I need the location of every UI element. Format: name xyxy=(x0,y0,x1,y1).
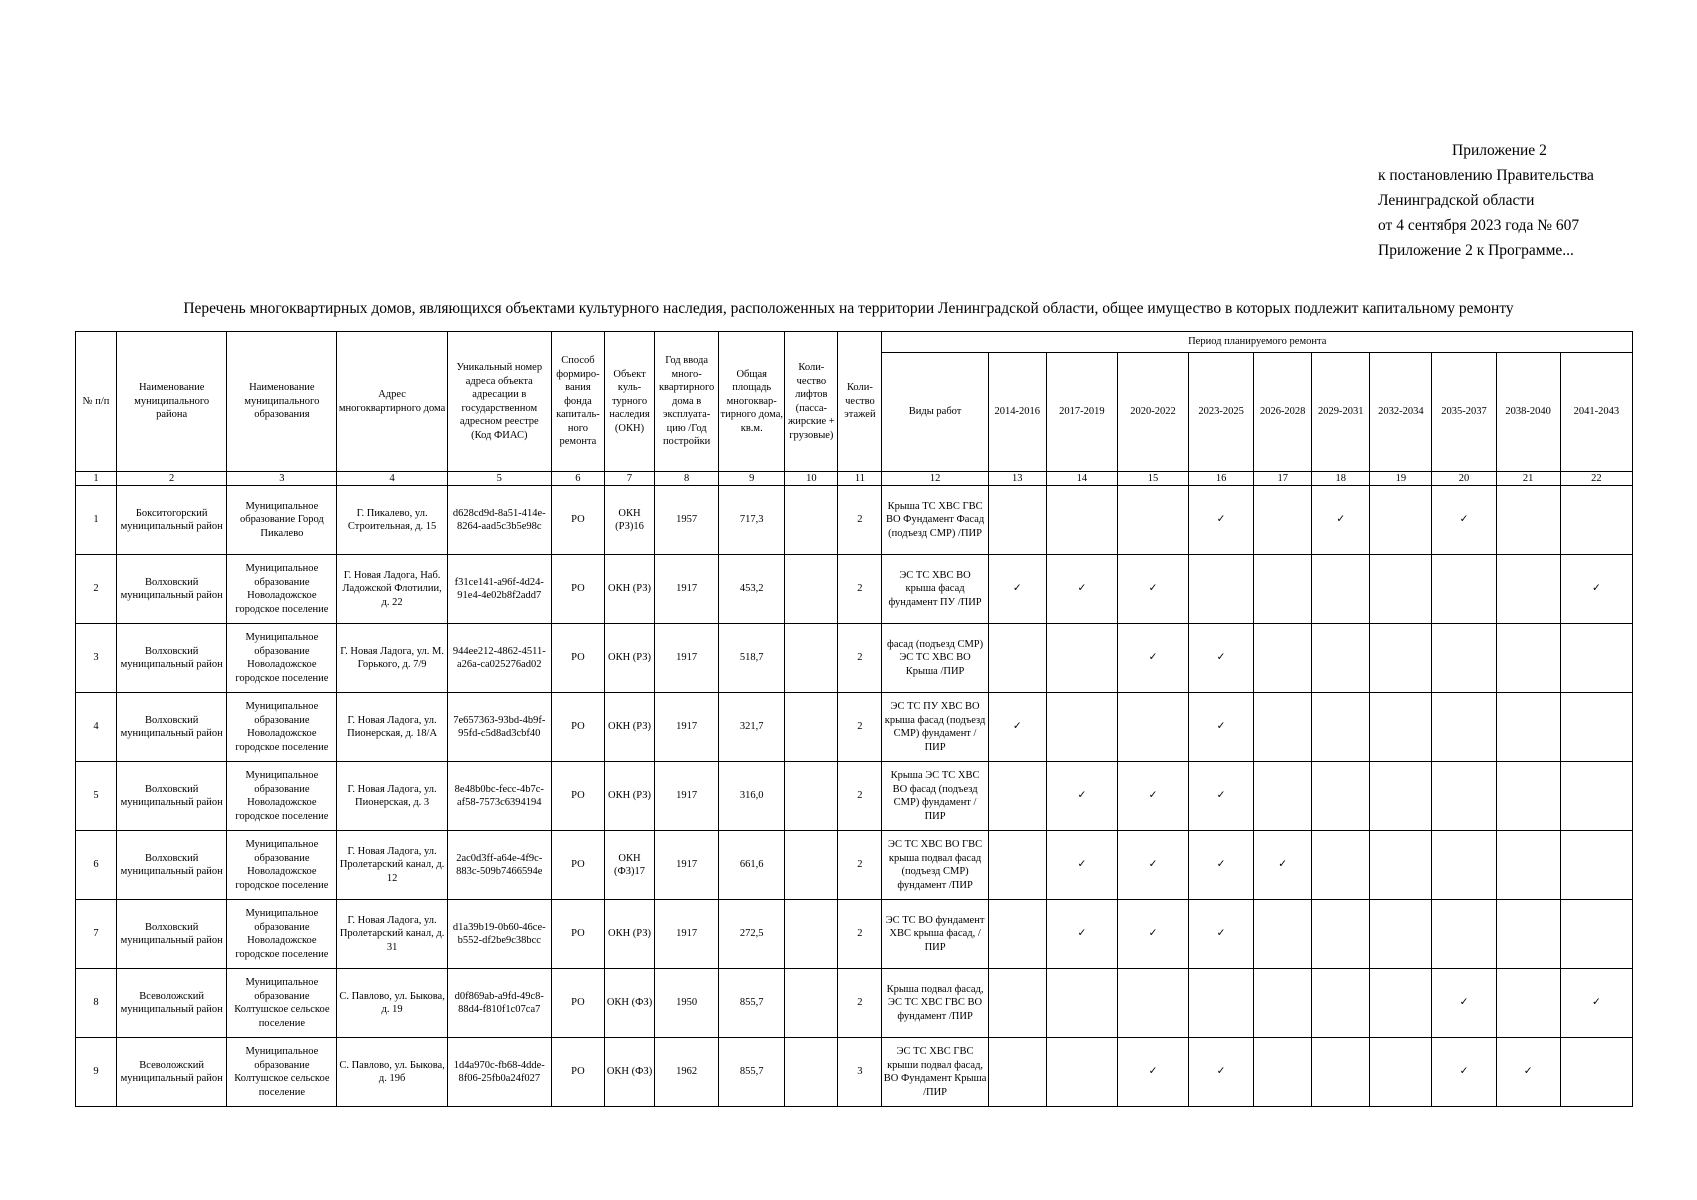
lifts-cell xyxy=(785,693,838,762)
period-2020-2022: 2020-2022 xyxy=(1117,353,1188,472)
appendix-line: Приложение 2 xyxy=(1452,142,1547,159)
row-number: 6 xyxy=(76,831,117,900)
address-cell: Г. Новая Ладога, Наб. Ладожской Флотилии, д. 22 xyxy=(337,555,447,624)
floors-cell: 2 xyxy=(838,624,882,693)
lifts-cell xyxy=(785,624,838,693)
row-number: 7 xyxy=(76,900,117,969)
column-number: 6 xyxy=(551,472,604,486)
table-row xyxy=(76,831,1633,900)
checkmark-icon: ✓ xyxy=(1459,514,1469,526)
period-header: Период планируемого ремонта xyxy=(882,332,1633,353)
table-row xyxy=(76,762,1633,831)
period-2017-2019: 2017-2019 xyxy=(1046,353,1117,472)
period-cell xyxy=(1432,900,1496,969)
row-number: 5 xyxy=(76,762,117,831)
row-number: 1 xyxy=(76,486,117,555)
area-cell: 661,6 xyxy=(719,831,785,900)
row-number: 9 xyxy=(76,1038,117,1107)
area-cell: 518,7 xyxy=(719,624,785,693)
column-number: 13 xyxy=(988,472,1046,486)
work-types-cell: Крыша подвал фасад, ЭС ТС ХВС ГВС ВО фундамент /ПИР xyxy=(882,969,988,1038)
period-cell xyxy=(1496,624,1560,693)
period-cell xyxy=(1189,693,1254,762)
period-cell xyxy=(1046,693,1117,762)
period-cell xyxy=(1117,1038,1188,1107)
period-cell xyxy=(1254,624,1312,693)
period-cell xyxy=(1560,555,1632,624)
fund-method-cell: РО xyxy=(551,762,604,831)
period-cell xyxy=(1496,762,1560,831)
floors-cell: 2 xyxy=(838,555,882,624)
checkmark-icon: ✓ xyxy=(1459,997,1469,1009)
fias-code-cell: 944ee212-4862-4511-a26a-ca025276ad02 xyxy=(447,624,551,693)
period-cell xyxy=(1560,624,1632,693)
period-cell xyxy=(1046,486,1117,555)
work-types-cell: фасад (подъезд СМР) ЭС ТС ХВС ВО Крыша /ПИР xyxy=(882,624,988,693)
checkmark-icon: ✓ xyxy=(1216,652,1226,664)
year-cell: 1917 xyxy=(655,762,719,831)
period-cell xyxy=(1117,624,1188,693)
column-number: 17 xyxy=(1254,472,1312,486)
period-cell xyxy=(1189,624,1254,693)
period-2032-2034: 2032-2034 xyxy=(1370,353,1432,472)
header-cell: Коли-чество этажей xyxy=(838,332,882,472)
floors-cell: 2 xyxy=(838,831,882,900)
address-cell: Г. Новая Ладога, ул. Пионерская, д. 18/А xyxy=(337,693,447,762)
appendix-line: Ленинградской области xyxy=(1378,192,1535,209)
period-cell xyxy=(1560,900,1632,969)
fias-code-cell: d628cd9d-8a51-414e-8264-aad5c3b5e98c xyxy=(447,486,551,555)
fund-method-cell: РО xyxy=(551,486,604,555)
period-cell xyxy=(1370,762,1432,831)
area-cell: 316,0 xyxy=(719,762,785,831)
period-cell xyxy=(1312,900,1370,969)
period-cell xyxy=(1312,624,1370,693)
area-cell: 855,7 xyxy=(719,1038,785,1107)
column-number: 5 xyxy=(447,472,551,486)
fund-method-cell: РО xyxy=(551,831,604,900)
period-cell xyxy=(1189,555,1254,624)
column-number: 11 xyxy=(838,472,882,486)
period-cell xyxy=(1496,555,1560,624)
row-number: 4 xyxy=(76,693,117,762)
period-cell xyxy=(1496,1038,1560,1107)
checkmark-icon: ✓ xyxy=(1148,790,1158,802)
period-cell xyxy=(1432,762,1496,831)
appendix-line: от 4 сентября 2023 года № 607 xyxy=(1378,217,1580,234)
period-cell xyxy=(988,555,1046,624)
year-cell: 1950 xyxy=(655,969,719,1038)
period-cell xyxy=(1117,693,1188,762)
period-cell xyxy=(1312,693,1370,762)
period-cell xyxy=(1312,555,1370,624)
municipality-cell: Муниципальное образование Новоладожское городское поселение xyxy=(227,555,337,624)
checkmark-icon: ✓ xyxy=(1012,721,1022,733)
fias-code-cell: 8e48b0bc-fecc-4b7c-af58-7573c6394194 xyxy=(447,762,551,831)
period-cell xyxy=(1189,969,1254,1038)
fias-code-cell: d1a39b19-0b60-46ce-b552-df2be9c38bcc xyxy=(447,900,551,969)
checkmark-icon: ✓ xyxy=(1591,583,1601,595)
period-cell xyxy=(1117,555,1188,624)
period-cell xyxy=(1189,831,1254,900)
period-cell xyxy=(1046,900,1117,969)
checkmark-icon: ✓ xyxy=(1591,997,1601,1009)
column-number: 19 xyxy=(1370,472,1432,486)
header-cell: Общая площадь многоквар-тирного дома, кв.м. xyxy=(719,332,785,472)
buildings-table xyxy=(75,331,1633,1107)
district-cell: Волховский муниципальный район xyxy=(117,555,227,624)
area-cell: 717,3 xyxy=(719,486,785,555)
period-cell xyxy=(988,762,1046,831)
address-cell: С. Павлово, ул. Быкова, д. 19 xyxy=(337,969,447,1038)
period-cell xyxy=(1046,762,1117,831)
heritage-object-cell: ОКН (РЗ)16 xyxy=(604,486,654,555)
checkmark-icon: ✓ xyxy=(1148,652,1158,664)
period-cell xyxy=(1560,831,1632,900)
table-row xyxy=(76,624,1633,693)
period-cell xyxy=(1560,762,1632,831)
fund-method-cell: РО xyxy=(551,624,604,693)
checkmark-icon: ✓ xyxy=(1216,721,1226,733)
heritage-object-cell: ОКН (РЗ) xyxy=(604,624,654,693)
period-2041-2043: 2041-2043 xyxy=(1560,353,1632,472)
header-cell: Уникальный номер адреса объекта адресации в государственном адресном реестре (Код ФИАС) xyxy=(447,332,551,472)
period-cell xyxy=(1189,486,1254,555)
header-cell: Наименование муниципального района xyxy=(117,332,227,472)
column-number: 21 xyxy=(1496,472,1560,486)
period-2038-2040: 2038-2040 xyxy=(1496,353,1560,472)
work-types-cell: Крыша ТС ХВС ГВС ВО Фундамент Фасад (подъезд СМР) /ПИР xyxy=(882,486,988,555)
column-number: 3 xyxy=(227,472,337,486)
period-2026-2028: 2026-2028 xyxy=(1254,353,1312,472)
period-cell xyxy=(988,831,1046,900)
checkmark-icon: ✓ xyxy=(1148,859,1158,871)
period-cell xyxy=(1046,624,1117,693)
document-title: Перечень многоквартирных домов, являющихся объектами культурного наследия, расположенных на территории Ленинградской области, общее имущество в которых подлежит капитальному ремонту xyxy=(183,300,1514,317)
period-cell xyxy=(1432,624,1496,693)
municipality-cell: Муниципальное образование Новоладожское городское поселение xyxy=(227,693,337,762)
table-row xyxy=(76,900,1633,969)
district-cell: Волховский муниципальный район xyxy=(117,624,227,693)
period-cell xyxy=(1432,969,1496,1038)
fias-code-cell: 1d4a970c-fb68-4dde-8f06-25fb0a24f027 xyxy=(447,1038,551,1107)
period-cell xyxy=(1254,693,1312,762)
header-cell: Объект куль-турного наследия (ОКН) xyxy=(604,332,654,472)
period-cell xyxy=(1370,831,1432,900)
period-cell xyxy=(1046,969,1117,1038)
period-cell xyxy=(1254,900,1312,969)
checkmark-icon: ✓ xyxy=(1216,859,1226,871)
header-cell: № п/п xyxy=(76,332,117,472)
checkmark-icon: ✓ xyxy=(1077,928,1087,940)
checkmark-icon: ✓ xyxy=(1148,928,1158,940)
period-cell xyxy=(1370,969,1432,1038)
column-number: 16 xyxy=(1189,472,1254,486)
checkmark-icon: ✓ xyxy=(1216,514,1226,526)
municipality-cell: Муниципальное образование Новоладожское городское поселение xyxy=(227,762,337,831)
appendix-block xyxy=(1378,138,1594,263)
work-types-cell: ЭС ТС ВО фундамент ХВС крыша фасад, /ПИР xyxy=(882,900,988,969)
period-cell xyxy=(1312,762,1370,831)
checkmark-icon: ✓ xyxy=(1216,790,1226,802)
period-cell xyxy=(988,969,1046,1038)
fias-code-cell: f31ce141-a96f-4d24-91e4-4e02b8f2add7 xyxy=(447,555,551,624)
period-cell xyxy=(1432,486,1496,555)
municipality-cell: Муниципальное образование Новоладожское городское поселение xyxy=(227,624,337,693)
period-cell xyxy=(988,486,1046,555)
checkmark-icon: ✓ xyxy=(1336,514,1346,526)
fund-method-cell: РО xyxy=(551,1038,604,1107)
period-cell xyxy=(1560,1038,1632,1107)
period-cell xyxy=(1370,624,1432,693)
district-cell: Волховский муниципальный район xyxy=(117,900,227,969)
address-cell: Г. Новая Ладога, ул. Пролетарский канал, д. 12 xyxy=(337,831,447,900)
period-cell xyxy=(988,900,1046,969)
checkmark-icon: ✓ xyxy=(1216,928,1226,940)
district-cell: Бокситогорский муниципальный район xyxy=(117,486,227,555)
checkmark-icon: ✓ xyxy=(1148,1066,1158,1078)
row-number: 8 xyxy=(76,969,117,1038)
period-cell xyxy=(1370,900,1432,969)
period-cell xyxy=(1560,693,1632,762)
checkmark-icon: ✓ xyxy=(1216,1066,1226,1078)
table-row xyxy=(76,555,1633,624)
period-cell xyxy=(1312,969,1370,1038)
period-cell xyxy=(988,1038,1046,1107)
fund-method-cell: РО xyxy=(551,969,604,1038)
address-cell: Г. Новая Ладога, ул. Пролетарский канал, д. 31 xyxy=(337,900,447,969)
period-cell xyxy=(988,624,1046,693)
period-cell xyxy=(1117,762,1188,831)
column-number: 10 xyxy=(785,472,838,486)
municipality-cell: Муниципальное образование Новоладожское городское поселение xyxy=(227,900,337,969)
period-cell xyxy=(1496,486,1560,555)
floors-cell: 3 xyxy=(838,1038,882,1107)
district-cell: Волховский муниципальный район xyxy=(117,693,227,762)
year-cell: 1917 xyxy=(655,555,719,624)
table-row xyxy=(76,969,1633,1038)
period-cell xyxy=(1496,693,1560,762)
period-cell xyxy=(1370,1038,1432,1107)
period-cell xyxy=(1117,900,1188,969)
area-cell: 855,7 xyxy=(719,969,785,1038)
work-types-cell: ЭС ТС ХВС ВО ГВС крыша подвал фасад (подъезд СМР) фундамент /ПИР xyxy=(882,831,988,900)
heritage-object-cell: ОКН (РЗ) xyxy=(604,555,654,624)
checkmark-icon: ✓ xyxy=(1148,583,1158,595)
period-cell xyxy=(1432,555,1496,624)
row-number: 2 xyxy=(76,555,117,624)
column-number: 22 xyxy=(1560,472,1632,486)
period-cell xyxy=(1560,969,1632,1038)
column-number: 14 xyxy=(1046,472,1117,486)
table-row xyxy=(76,693,1633,762)
heritage-object-cell: ОКН (РЗ) xyxy=(604,762,654,831)
period-cell xyxy=(1560,486,1632,555)
work-types-cell: ЭС ТС ХВС ВО крыша фасад фундамент ПУ /ПИР xyxy=(882,555,988,624)
address-cell: Г. Пикалево, ул. Строительная, д. 15 xyxy=(337,486,447,555)
floors-cell: 2 xyxy=(838,486,882,555)
year-cell: 1917 xyxy=(655,900,719,969)
floors-cell: 2 xyxy=(838,762,882,831)
checkmark-icon: ✓ xyxy=(1523,1066,1533,1078)
period-cell xyxy=(1189,900,1254,969)
header-cell: Наименование муниципального образования xyxy=(227,332,337,472)
year-cell: 1957 xyxy=(655,486,719,555)
district-cell: Всеволожский муниципальный район xyxy=(117,1038,227,1107)
period-cell xyxy=(1312,1038,1370,1107)
period-cell xyxy=(1254,762,1312,831)
period-cell xyxy=(1117,969,1188,1038)
header-cell: Год ввода много-квартирного дома в эксплуата-цию /Год постройки xyxy=(655,332,719,472)
fias-code-cell: 7e657363-93bd-4b9f-95fd-c5d8ad3cbf40 xyxy=(447,693,551,762)
lifts-cell xyxy=(785,486,838,555)
municipality-cell: Муниципальное образование Новоладожское городское поселение xyxy=(227,831,337,900)
period-2035-2037: 2035-2037 xyxy=(1432,353,1496,472)
column-number: 9 xyxy=(719,472,785,486)
period-cell xyxy=(1370,693,1432,762)
period-cell xyxy=(1312,486,1370,555)
header-cell: Способ формиро-вания фонда капиталь-ного ремонта xyxy=(551,332,604,472)
work-types-cell: ЭС ТС ПУ ХВС ВО крыша фасад (подъезд СМР) фундамент /ПИР xyxy=(882,693,988,762)
lifts-cell xyxy=(785,1038,838,1107)
period-2014-2016: 2014-2016 xyxy=(988,353,1046,472)
checkmark-icon: ✓ xyxy=(1012,583,1022,595)
period-cell xyxy=(1254,1038,1312,1107)
address-cell: С. Павлово, ул. Быкова, д. 19б xyxy=(337,1038,447,1107)
period-cell xyxy=(1189,1038,1254,1107)
period-cell xyxy=(988,693,1046,762)
period-cell xyxy=(1046,555,1117,624)
district-cell: Волховский муниципальный район xyxy=(117,831,227,900)
appendix-line: Приложение 2 к Программе... xyxy=(1378,242,1574,259)
column-numbers-row xyxy=(76,472,1633,486)
column-number: 2 xyxy=(117,472,227,486)
period-2023-2025: 2023-2025 xyxy=(1189,353,1254,472)
floors-cell: 2 xyxy=(838,693,882,762)
heritage-object-cell: ОКН (ФЗ)17 xyxy=(604,831,654,900)
lifts-cell xyxy=(785,900,838,969)
period-cell xyxy=(1254,555,1312,624)
lifts-cell xyxy=(785,762,838,831)
period-cell xyxy=(1189,762,1254,831)
period-cell xyxy=(1046,1038,1117,1107)
period-cell xyxy=(1254,486,1312,555)
area-cell: 321,7 xyxy=(719,693,785,762)
checkmark-icon: ✓ xyxy=(1459,1066,1469,1078)
column-number: 7 xyxy=(604,472,654,486)
district-cell: Волховский муниципальный район xyxy=(117,762,227,831)
municipality-cell: Муниципальное образование Город Пикалево xyxy=(227,486,337,555)
column-number: 12 xyxy=(882,472,988,486)
fias-code-cell: 2ac0d3ff-a64e-4f9c-883c-509b7466594e xyxy=(447,831,551,900)
fund-method-cell: РО xyxy=(551,693,604,762)
period-cell xyxy=(1046,831,1117,900)
period-cell xyxy=(1432,693,1496,762)
municipality-cell: Муниципальное образование Колтушское сельское поселение xyxy=(227,969,337,1038)
column-number: 20 xyxy=(1432,472,1496,486)
work-types-cell: ЭС ТС ХВС ГВС крыши подвал фасад, ВО Фундамент Крыша /ПИР xyxy=(882,1038,988,1107)
header-cell: Виды работ xyxy=(882,353,988,472)
municipality-cell: Муниципальное образование Колтушское сельское поселение xyxy=(227,1038,337,1107)
period-cell xyxy=(1496,831,1560,900)
period-cell xyxy=(1312,831,1370,900)
year-cell: 1917 xyxy=(655,693,719,762)
heritage-object-cell: ОКН (ФЗ) xyxy=(604,969,654,1038)
period-cell xyxy=(1432,1038,1496,1107)
floors-cell: 2 xyxy=(838,900,882,969)
lifts-cell xyxy=(785,555,838,624)
period-cell xyxy=(1496,969,1560,1038)
work-types-cell: Крыша ЭС ТС ХВС ВО фасад (подъезд СМР) фундамент /ПИР xyxy=(882,762,988,831)
period-cell xyxy=(1254,969,1312,1038)
period-cell xyxy=(1370,555,1432,624)
fund-method-cell: РО xyxy=(551,555,604,624)
checkmark-icon: ✓ xyxy=(1077,859,1087,871)
appendix-line: к постановлению Правительства xyxy=(1378,167,1594,184)
period-2029-2031: 2029-2031 xyxy=(1312,353,1370,472)
period-cell xyxy=(1432,831,1496,900)
column-number: 4 xyxy=(337,472,447,486)
period-cell xyxy=(1496,900,1560,969)
checkmark-icon: ✓ xyxy=(1077,583,1087,595)
header-cell: Адрес многоквартирного дома xyxy=(337,332,447,472)
checkmark-icon: ✓ xyxy=(1077,790,1087,802)
checkmark-icon: ✓ xyxy=(1278,859,1288,871)
lifts-cell xyxy=(785,831,838,900)
column-number: 8 xyxy=(655,472,719,486)
row-number: 3 xyxy=(76,624,117,693)
period-cell xyxy=(1117,831,1188,900)
fias-code-cell: d0f869ab-a9fd-49c8-88d4-f810f1c07ca7 xyxy=(447,969,551,1038)
header-cell: Коли-чество лифтов (пасса-жирские + грузовые) xyxy=(785,332,838,472)
period-cell xyxy=(1117,486,1188,555)
year-cell: 1917 xyxy=(655,624,719,693)
area-cell: 272,5 xyxy=(719,900,785,969)
district-cell: Всеволожский муниципальный район xyxy=(117,969,227,1038)
area-cell: 453,2 xyxy=(719,555,785,624)
lifts-cell xyxy=(785,969,838,1038)
heritage-object-cell: ОКН (ФЗ) xyxy=(604,1038,654,1107)
floors-cell: 2 xyxy=(838,969,882,1038)
period-cell xyxy=(1254,831,1312,900)
year-cell: 1962 xyxy=(655,1038,719,1107)
fund-method-cell: РО xyxy=(551,900,604,969)
table-row xyxy=(76,486,1633,555)
address-cell: Г. Новая Ладога, ул. Пионерская, д. 3 xyxy=(337,762,447,831)
heritage-object-cell: ОКН (РЗ) xyxy=(604,693,654,762)
address-cell: Г. Новая Ладога, ул. М. Горького, д. 7/9 xyxy=(337,624,447,693)
heritage-object-cell: ОКН (РЗ) xyxy=(604,900,654,969)
column-number: 1 xyxy=(76,472,117,486)
column-number: 15 xyxy=(1117,472,1188,486)
year-cell: 1917 xyxy=(655,831,719,900)
table-row xyxy=(76,1038,1633,1107)
period-cell xyxy=(1370,486,1432,555)
column-number: 18 xyxy=(1312,472,1370,486)
